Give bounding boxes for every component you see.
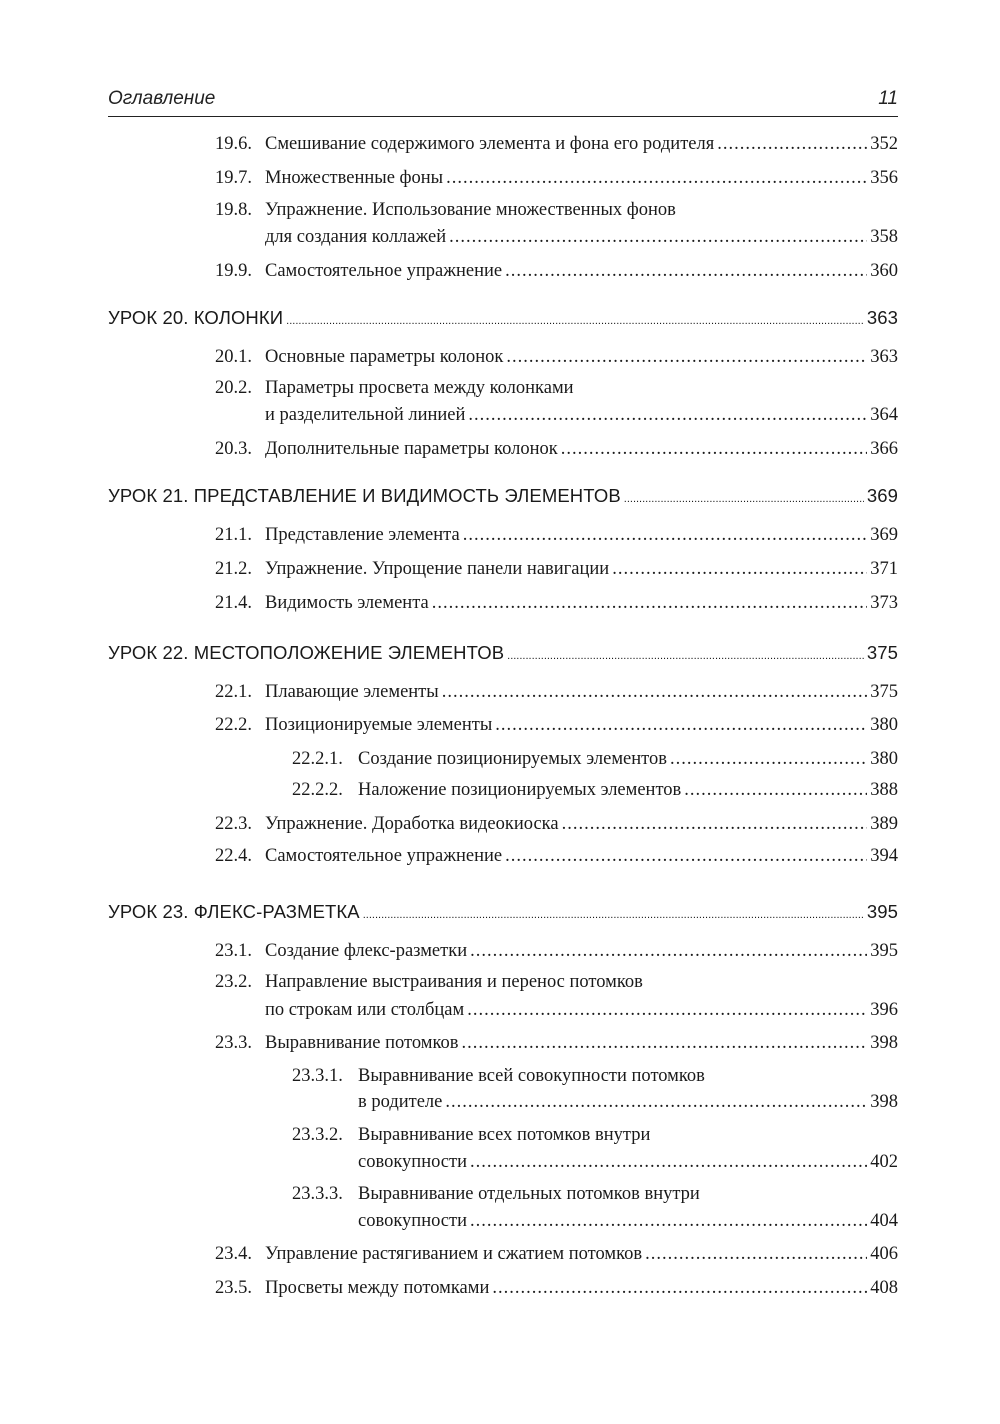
toc-entry-page: 366 [870,439,898,459]
toc-entry-page: 408 [870,1278,898,1298]
leader-dots [624,484,864,508]
toc-entry-title: Упражнение. Доработка видеокиоска [265,814,559,834]
toc-subentry[interactable] [358,1207,898,1233]
toc-entry-title: Самостоятельное упражнение [265,846,503,866]
toc-entry[interactable] [265,996,898,1022]
toc-entry-number: 22.2. [215,715,252,735]
toc-chapter[interactable] [108,482,898,508]
toc-entry[interactable] [215,130,898,156]
toc-entry-number: 21.2. [215,559,252,579]
toc-chapter-page: 369 [866,485,898,506]
toc-entry[interactable] [215,435,898,461]
leader-dots [286,306,864,330]
toc-entry-number: 23.3. [215,1033,252,1053]
toc-entry-title: Наложение позиционируемых элементов [358,780,682,800]
toc-entry-page: 380 [870,715,898,735]
leader-dots [470,939,867,963]
leader-dots [363,900,864,924]
toc-chapter-title: УРОК 22. МЕСТОПОЛОЖЕНИЕ ЭЛЕМЕНТОВ [108,642,505,663]
leader-dots [670,747,867,771]
leader-dots [717,132,867,156]
toc-entry-number: 22.1. [215,682,252,702]
toc-entry-title: Основные параметры колонок [265,347,504,367]
leader-dots [432,591,868,615]
toc-entry[interactable] [215,1029,898,1055]
toc-entry-number: 20.3. [215,439,252,459]
toc-chapter-title: УРОК 20. КОЛОНКИ [108,307,284,328]
toc-entry[interactable] [215,521,898,547]
toc-entry-first-line[interactable] [215,970,643,994]
toc-entry-page: 373 [870,593,898,613]
leader-dots [505,259,867,283]
toc-entry-title: Множественные фоны [265,168,444,188]
toc-subentry[interactable] [358,1148,898,1174]
toc-entry-title: Выравнивание потомков [265,1033,459,1053]
leader-dots [463,523,868,547]
toc-entry-title: Создание флекс-разметки [265,941,468,961]
toc-entry[interactable] [215,164,898,190]
leader-dots [561,437,868,461]
toc-entry[interactable] [215,343,898,369]
toc-entry-page: 388 [870,780,898,800]
leader-dots [449,225,867,249]
toc-subentry[interactable] [292,776,898,802]
toc-entry-title: Дополнительные параметры колонок [265,439,558,459]
toc-subentry[interactable] [292,745,898,771]
toc-entry-number: 22.2.2. [292,780,343,800]
running-header [108,86,898,117]
toc-entry[interactable] [215,842,898,868]
leader-dots [467,998,867,1022]
toc-entry[interactable] [265,401,898,427]
toc-entry-number: 23.3.2. [292,1125,343,1145]
toc-entry-title: Плавающие элементы [265,682,439,702]
toc-entry-title: Упражнение. Упрощение панели навигации [265,559,610,579]
toc-chapter-title: УРОК 23. ФЛЕКС-РАЗМЕТКА [108,901,360,922]
toc-entry-page: 358 [870,227,898,247]
toc-entry-number: 21.4. [215,593,252,613]
toc-entry-number: 19.6. [215,134,252,154]
toc-entry-page: 363 [870,347,898,367]
toc-chapter[interactable] [108,304,898,330]
leader-dots [562,812,868,836]
toc-entry-title: и разделительной линией [265,405,466,425]
toc-entry-title-line1: Выравнивание всей совокупности потомков [358,1066,705,1086]
toc-chapter-page: 363 [866,307,898,328]
toc-entry-title-line1: Выравнивание всех потомков внутри [358,1125,651,1145]
toc-entry-title-line1: Упражнение. Использование множественных фонов [265,200,676,220]
toc-chapter-page: 395 [866,901,898,922]
toc-entry[interactable] [265,223,898,249]
toc-entry[interactable] [215,1240,898,1266]
toc-entry-number: 19.9. [215,261,252,281]
toc-entry-title: совокупности [358,1211,468,1231]
toc-entry-page: 352 [870,134,898,154]
toc-chapter[interactable] [108,898,898,924]
toc-subentry-first-line[interactable] [292,1064,705,1088]
toc-entry-number: 23.3.1. [292,1066,343,1086]
leader-dots [470,1209,867,1233]
toc-entry-title: в родителе [358,1092,443,1112]
leader-dots [495,713,867,737]
leader-dots [446,166,867,190]
toc-chapter-title: УРОК 21. ПРЕДСТАВЛЕНИЕ И ВИДИМОСТЬ ЭЛЕМЕНТОВ [108,485,621,506]
leader-dots [645,1242,867,1266]
toc-entry[interactable] [215,555,898,581]
toc-entry[interactable] [215,937,898,963]
toc-entry-number: 23.5. [215,1278,252,1298]
header-title: Оглавление [108,88,216,109]
toc-entry-number: 23.3.3. [292,1184,343,1204]
page-number: 11 [878,88,898,109]
leader-dots [442,680,868,704]
toc-subentry[interactable] [358,1088,898,1114]
toc-chapter-page: 375 [866,642,898,663]
toc-entry-page: 389 [870,814,898,834]
toc-entry-number: 21.1. [215,525,252,545]
toc-subentry-first-line[interactable] [292,1123,650,1147]
toc-entry-page: 402 [870,1152,898,1172]
toc-entry-number: 19.7. [215,168,252,188]
toc-entry-title: Управление растягиванием и сжатием потомков [265,1244,643,1264]
toc-entry[interactable] [215,1274,898,1300]
toc-entry-page: 398 [870,1092,898,1112]
toc-entry-number: 19.8. [215,200,252,220]
toc-entry-title-line1: Направление выстраивания и перенос потомков [265,972,643,992]
toc-entry-page: 380 [870,749,898,769]
toc-entry-title: по строкам или столбцам [265,1000,465,1020]
toc-entry-page: 364 [870,405,898,425]
leader-dots [506,345,867,369]
toc-entry-page: 406 [870,1244,898,1264]
leader-dots [505,844,867,868]
toc-entry-number: 22.2.1. [292,749,343,769]
leader-dots [468,403,867,427]
toc-entry-title-line1: Выравнивание отдельных потомков внутри [358,1184,700,1204]
toc-entry[interactable] [215,678,898,704]
toc-entry-page: 371 [870,559,898,579]
toc-entry-page: 396 [870,1000,898,1020]
toc-entry-page: 395 [870,941,898,961]
toc-subentry-first-line[interactable] [292,1182,700,1206]
toc-entry-page: 356 [870,168,898,188]
toc-entry-page: 375 [870,682,898,702]
toc-entry-number: 23.2. [215,972,252,992]
toc-entry-title: Видимость элемента [265,593,429,613]
toc-entry[interactable] [215,257,898,283]
toc-entry-title: Самостоятельное упражнение [265,261,503,281]
toc-entry-title: Просветы между потомками [265,1278,490,1298]
leader-dots [684,778,867,802]
toc-entry-first-line[interactable] [215,198,676,222]
toc-entry-page: 404 [870,1211,898,1231]
toc-entry-title: Смешивание содержимого элемента и фона его родителя [265,134,715,154]
toc-entry-title: для создания коллажей [265,227,447,247]
toc-entry-title: совокупности [358,1152,468,1172]
toc-entry-title: Позиционируемые элементы [265,715,493,735]
toc-entry-page: 394 [870,846,898,866]
toc-entry-number: 23.1. [215,941,252,961]
toc-entry-number: 20.1. [215,347,252,367]
leader-dots [492,1276,867,1300]
toc-entry-title-line1: Параметры просвета между колонками [265,378,574,398]
toc-entry-number: 23.4. [215,1244,252,1264]
toc-entry-page: 398 [870,1033,898,1053]
leader-dots [612,557,867,581]
leader-dots [507,641,864,665]
toc-entry-title: Представление элемента [265,525,460,545]
toc-entry-page: 369 [870,525,898,545]
toc-entry-title: Создание позиционируемых элементов [358,749,667,769]
toc-entry[interactable] [215,810,898,836]
toc-entry-page: 360 [870,261,898,281]
toc-entry-number: 22.3. [215,814,252,834]
leader-dots [462,1031,868,1055]
toc-entry-first-line[interactable] [215,376,574,400]
toc-entry-number: 20.2. [215,378,252,398]
toc-chapter[interactable] [108,639,898,665]
leader-dots [470,1150,867,1174]
leader-dots [445,1090,867,1114]
toc-entry[interactable] [215,589,898,615]
toc-entry[interactable] [215,711,898,737]
toc-entry-number: 22.4. [215,846,252,866]
